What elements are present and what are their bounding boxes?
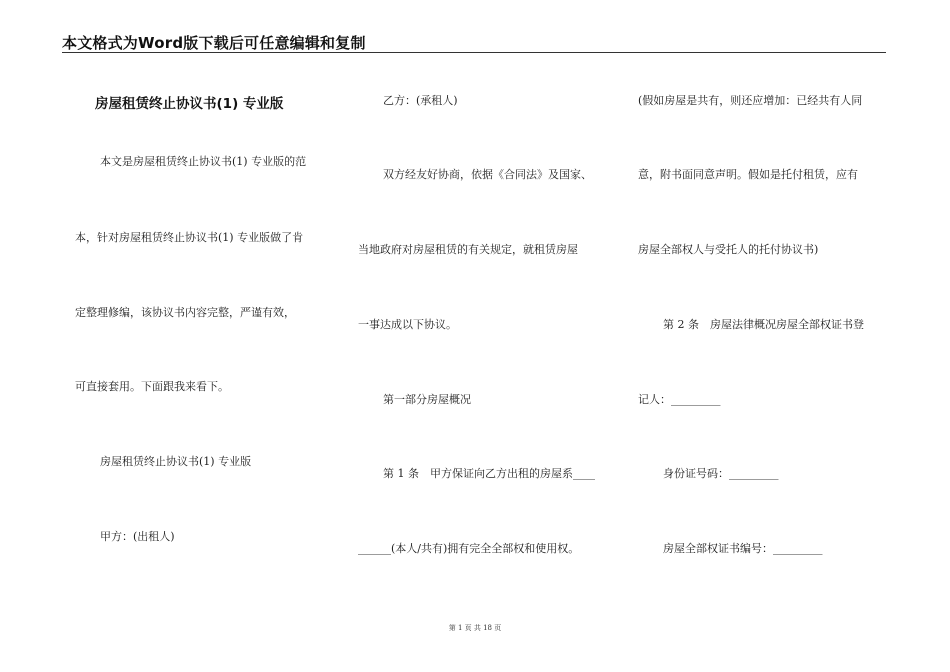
- left-line-5: 房屋租赁终止协议书(1) 专业版: [100, 455, 252, 468]
- middle-line-5: 第一部分房屋概况: [383, 393, 471, 406]
- document-banner: 本文格式为Word版下载后可任意编辑和复制: [62, 34, 366, 52]
- middle-line-2: 双方经友好协商，依据《合同法》及国家、: [383, 168, 592, 181]
- right-line-7: 房屋全部权证书编号：_________: [663, 542, 823, 555]
- middle-line-3: 当地政府对房屋租赁的有关规定，就租赁房屋: [358, 243, 578, 256]
- right-line-3: 房屋全部权人与受托人的托付协议书): [638, 243, 819, 256]
- header-divider: [62, 52, 886, 53]
- right-line-6: 身份证号码：_________: [663, 467, 779, 480]
- page-number: 第 1 页 共 18 页: [448, 624, 502, 632]
- middle-line-6: 第 1 条 甲方保证向乙方出租的房屋系____: [383, 467, 595, 480]
- right-line-5: 记人：_________: [638, 393, 721, 406]
- middle-line-4: 一事达成以下协议。: [358, 318, 457, 331]
- left-line-3: 定整理修编，该协议书内容完整，严谨有效，: [75, 306, 295, 319]
- left-line-4: 可直接套用。下面跟我来看下。: [75, 380, 229, 393]
- middle-line-1: 乙方：(承租人): [383, 94, 458, 107]
- document-title: 房屋租赁终止协议书(1) 专业版: [95, 96, 284, 112]
- right-line-2: 意，附书面同意声明。假如是托付租赁，应有: [638, 168, 858, 181]
- left-line-1: 本文是房屋租赁终止协议书(1) 专业版的范: [100, 155, 307, 168]
- right-line-4: 第 2 条 房屋法律概况房屋全部权证书登: [663, 318, 864, 331]
- middle-line-7: ______(本人/共有)拥有完全全部权和使用权。: [358, 542, 580, 555]
- left-line-2: 本，针对房屋租赁终止协议书(1) 专业版做了肯: [75, 231, 304, 244]
- left-line-6: 甲方：(出租人): [100, 530, 175, 543]
- right-line-1: (假如房屋是共有，则还应增加：已经共有人同: [638, 94, 863, 107]
